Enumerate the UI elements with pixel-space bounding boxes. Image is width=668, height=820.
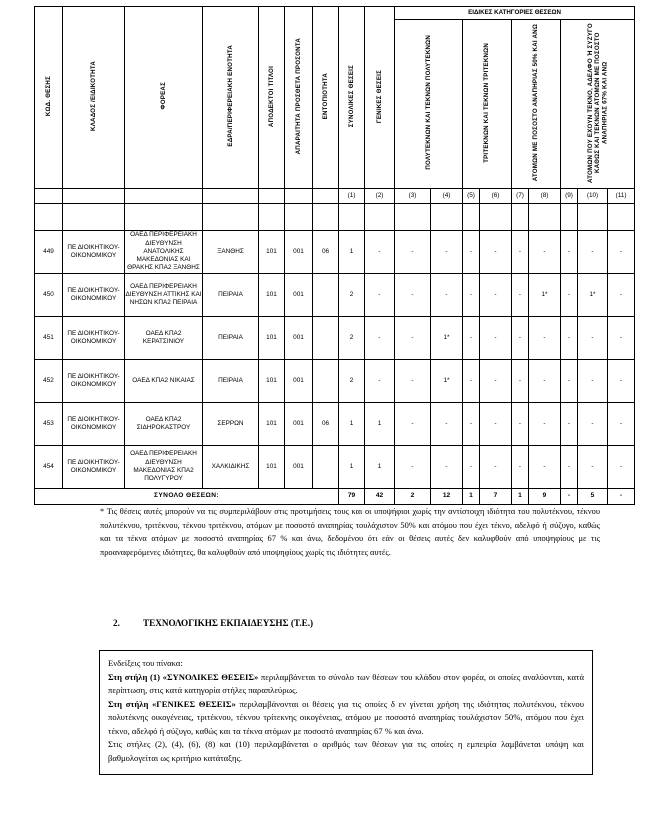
num-col-3: (3) — [395, 189, 431, 204]
cell-c3: - — [395, 446, 431, 489]
legend-p1-rest: περιλαμβάνεται το σύνολο των θέσεων του κλάδου στον φορέα, οι οποίες αναλύονται, κατά περίπτωση, στις κατά κατηγορία στήλες παραπλεύρως. — [108, 671, 584, 696]
cell-c5: - — [463, 274, 480, 317]
cell-titles: 101 — [259, 231, 285, 274]
cell-c2: 1 — [365, 403, 395, 446]
num-col-11: (11) — [608, 189, 635, 204]
cell-c1: 1 — [339, 446, 365, 489]
cell-c4: - — [431, 403, 463, 446]
cell-c11: - — [608, 274, 635, 317]
cell-c7: - — [512, 403, 529, 446]
num-blank-2 — [63, 189, 125, 204]
table-row — [35, 317, 635, 360]
positions-table — [34, 6, 635, 505]
cell-org: ΟΑΕΔ ΚΠΑ2 ΚΕΡΑΤΣΙΝΙΟΥ — [125, 317, 203, 360]
cell-code: 452 — [35, 360, 63, 403]
spacer-cell-11 — [431, 204, 463, 231]
cell-c3: - — [395, 274, 431, 317]
col-header-org: ΦΟΡΕΑΣ — [125, 7, 203, 189]
cell-c1: 1 — [339, 403, 365, 446]
cell-locality — [313, 274, 339, 317]
cell-branch: ΠΕ ΔΙΟΙΚΗΤΙΚΟΥ-ΟΙΚΟΝΟΜΙΚΟΥ — [63, 403, 125, 446]
cell-seat: ΠΕΙΡΑΙΑ — [203, 317, 259, 360]
cell-seat: ΣΕΡΡΩΝ — [203, 403, 259, 446]
cell-branch: ΠΕ ΔΙΟΙΚΗΤΙΚΟΥ-ΟΙΚΟΝΟΜΙΚΟΥ — [63, 317, 125, 360]
cell-c3: - — [395, 317, 431, 360]
cell-code: 450 — [35, 274, 63, 317]
cell-locality: 06 — [313, 403, 339, 446]
cell-extra: 001 — [285, 360, 313, 403]
col-header-seat: ΕΔΡΑ/ΠΕΡΙΦΕΡΕΙΑΚΗ ΕΝΟΤΗΤΑ — [203, 7, 259, 189]
col-header-extra-qualifications: ΑΠΑΡΑΙΤΗΤΑ ΠΡΟΣΘΕΤΑ ΠΡΟΣΟΝΤΑ — [285, 7, 313, 189]
legend-paragraph-3: Στις στήλες (2), (4), (6), (8) και (10) περιλαμβάνεται ο αριθμός των θέσεων για τις οποίες η εμπειρία λαμβάνεται υπόψη και βαθμολογείται ως κριτήριο κατάταξης. — [108, 739, 584, 764]
cell-c4: 1* — [431, 317, 463, 360]
totals-c9: - — [561, 489, 578, 505]
spacer-cell-3 — [125, 204, 203, 231]
cell-locality — [313, 446, 339, 489]
cell-extra: 001 — [285, 446, 313, 489]
table-spacer-row — [35, 204, 635, 231]
num-col-7: (7) — [512, 189, 529, 204]
cell-c8: - — [529, 317, 561, 360]
legend-title: Ενδείξεις του πίνακα: — [108, 658, 183, 668]
cell-c1: 1 — [339, 231, 365, 274]
table-row — [35, 446, 635, 489]
cell-c5: - — [463, 403, 480, 446]
cell-code: 449 — [35, 231, 63, 274]
cell-c10: - — [578, 446, 608, 489]
cell-extra: 001 — [285, 231, 313, 274]
col-header-polyteknon: ΠΟΛΥΤΕΚΝΩΝ ΚΑΙ ΤΕΚΝΩΝ ΠΟΛΥΤΕΚΝΩΝ — [395, 20, 463, 189]
spacer-cell-10 — [395, 204, 431, 231]
table-totals-row — [35, 489, 635, 505]
spacer-cell-9 — [365, 204, 395, 231]
totals-c6: 7 — [480, 489, 512, 505]
num-blank-1 — [35, 189, 63, 204]
num-blank-4 — [203, 189, 259, 204]
cell-c2: - — [365, 274, 395, 317]
spacer-cell-17 — [578, 204, 608, 231]
col-header-code: ΚΩΔ. ΘΕΣΗΣ — [35, 7, 63, 189]
col-header-titles: ΑΠΟΔΕΚΤΟΙ ΤΙΤΛΟΙ — [259, 7, 285, 189]
table-group-header-row — [35, 7, 635, 20]
cell-c9: - — [561, 231, 578, 274]
spacer-cell-12 — [463, 204, 480, 231]
totals-c8: 9 — [529, 489, 561, 505]
cell-titles: 101 — [259, 317, 285, 360]
cell-branch: ΠΕ ΔΙΟΙΚΗΤΙΚΟΥ-ΟΙΚΟΝΟΜΙΚΟΥ — [63, 446, 125, 489]
cell-c9: - — [561, 317, 578, 360]
cell-c6: - — [480, 446, 512, 489]
col-header-disability-50: ΑΤΟΜΩΝ ΜΕ ΠΟΣΟΣΤΟ ΑΝΑΠΗΡΙΑΣ 50% ΚΑΙ ΑΝΩ — [512, 20, 561, 189]
cell-locality — [313, 360, 339, 403]
num-col-4: (4) — [431, 189, 463, 204]
spacer-cell-7 — [313, 204, 339, 231]
cell-code: 453 — [35, 403, 63, 446]
cell-c6: - — [480, 360, 512, 403]
legend-p1-lead: Στη στήλη (1) «ΣΥΝΟΛΙΚΕΣ ΘΕΣΕΙΣ» — [108, 671, 259, 682]
spacer-cell-8 — [339, 204, 365, 231]
cell-org: ΟΑΕΔ ΠΕΡΙΦΕΡΕΙΑΚΗ ΔΙΕΥΘΥΝΣΗ ΜΑΚΕΔΟΝΙΑΣ ΚΠΑ2 ΠΟΛΥΓΥΡΟΥ — [125, 446, 203, 489]
legend-paragraph-1 — [108, 671, 584, 698]
cell-c6: - — [480, 317, 512, 360]
totals-c5: 1 — [463, 489, 480, 505]
section-number: 2. — [113, 618, 120, 628]
num-blank-3 — [125, 189, 203, 204]
footnote-text: * Τις θέσεις αυτές μπορούν να τις συμπεριλάβουν στις προτιμήσεις τους και οι υποψήφιοι χωρίς την αντίστοιχη ιδιότητα του πολυτέκνου, τέκνου πολυτέκνου, τριτέκνου, τέκνου τριτέκνου, ατόμων με ποσοστό αναπηρίας τουλάχιστον 50% και ατόμου που έχει τέκνο, αδελφό ή σύζυγο, καθώς και τα τέκνα ατόμων με ποσοστό αναπηρίας 67 % και άνω, δεδομένου ότι εάν οι θέσεις αυτές δεν καλυφθούν από υποψηφίους με τις προαναφερόμενες ιδιότητες, θα καλυφθούν από υποψηφίους χωρίς τις ιδιότητες αυτές. — [100, 507, 600, 557]
cell-seat: ΧΑΛΚΙΔΙΚΗΣ — [203, 446, 259, 489]
cell-code: 451 — [35, 317, 63, 360]
cell-titles: 101 — [259, 360, 285, 403]
num-col-5: (5) — [463, 189, 480, 204]
cell-extra: 001 — [285, 403, 313, 446]
num-blank-5 — [259, 189, 285, 204]
cell-c10: 1* — [578, 274, 608, 317]
cell-org: ΟΑΕΔ ΠΕΡΙΦΕΡΕΙΑΚΗ ΔΙΕΥΘΥΝΣΗ ΑΤΤΙΚΗΣ ΚΑΙ ΝΗΣΩΝ ΚΠΑ2 ΠΕΙΡΑΙΑ — [125, 274, 203, 317]
cell-c7: - — [512, 231, 529, 274]
num-col-6: (6) — [480, 189, 512, 204]
cell-c7: - — [512, 317, 529, 360]
cell-branch: ΠΕ ΔΙΟΙΚΗΤΙΚΟΥ-ΟΙΚΟΝΟΜΙΚΟΥ — [63, 360, 125, 403]
cell-c4: 1* — [431, 360, 463, 403]
cell-c4: - — [431, 231, 463, 274]
num-col-1: (1) — [339, 189, 365, 204]
cell-c8: - — [529, 403, 561, 446]
section-heading — [113, 618, 313, 628]
cell-extra: 001 — [285, 274, 313, 317]
spacer-cell-1 — [35, 204, 63, 231]
cell-c2: 1 — [365, 446, 395, 489]
legend-p2-rest: περιλαμβάνονται οι θέσεις για τις οποίες δ εν γίνεται χρήση της ιδιότητας πολυτέκνου, τέκνου πολυτέκνης οικογένειας, τριτέκνου, τέκνου τρίτεκνης οικογένειας, ατόμου με ποσοστό αναπηρίας τουλάχιστον 50%, ατόμου που έχει τέκνο, αδελφό ή σύζυγο, καθώς και τα τέκνα ατόμων με ποσοστό αναπηρίας 67 % και άνω. — [108, 698, 584, 736]
cell-c2: - — [365, 231, 395, 274]
cell-org: ΟΑΕΔ ΚΠΑ2 ΝΙΚΑΙΑΣ — [125, 360, 203, 403]
num-blank-6 — [285, 189, 313, 204]
spacer-cell-16 — [561, 204, 578, 231]
spacer-cell-5 — [259, 204, 285, 231]
cell-c9: - — [561, 274, 578, 317]
table-row — [35, 360, 635, 403]
cell-c2: - — [365, 317, 395, 360]
cell-c9: - — [561, 403, 578, 446]
cell-c5: - — [463, 360, 480, 403]
table-row — [35, 403, 635, 446]
cell-seat: ΠΕΙΡΑΙΑ — [203, 274, 259, 317]
totals-c11: - — [608, 489, 635, 505]
cell-c2: - — [365, 360, 395, 403]
cell-c1: 2 — [339, 274, 365, 317]
col-header-total-positions: ΣΥΝΟΛΙΚΕΣ ΘΕΣΕΙΣ — [339, 7, 365, 189]
cell-seat: ΠΕΙΡΑΙΑ — [203, 360, 259, 403]
cell-c10: - — [578, 360, 608, 403]
cell-c11: - — [608, 360, 635, 403]
cell-c3: - — [395, 231, 431, 274]
totals-c2: 42 — [365, 489, 395, 505]
cell-c1: 2 — [339, 360, 365, 403]
cell-c8: - — [529, 446, 561, 489]
cell-c3: - — [395, 360, 431, 403]
cell-c8: 1* — [529, 274, 561, 317]
num-col-2: (2) — [365, 189, 395, 204]
totals-c4: 12 — [431, 489, 463, 505]
section-title: ΤΕΧΝΟΛΟΓΙΚΗΣ ΕΚΠΑΙΔΕΥΣΗΣ (Τ.Ε.) — [143, 618, 314, 628]
cell-c3: - — [395, 403, 431, 446]
cell-c10: - — [578, 403, 608, 446]
cell-c8: - — [529, 231, 561, 274]
totals-c7: 1 — [512, 489, 529, 505]
cell-extra: 001 — [285, 317, 313, 360]
cell-c8: - — [529, 360, 561, 403]
cell-org: ΟΑΕΔ ΠΕΡΙΦΕΡΕΙΑΚΗ ΔΙΕΥΘΥΝΣΗ ΑΝΑΤΟΛΙΚΗΣ ΜΑΚΕΔΟΝΙΑΣ ΚΑΙ ΘΡΑΚΗΣ ΚΠΑ2 ΞΑΝΘΗΣ — [125, 231, 203, 274]
cell-c11: - — [608, 231, 635, 274]
col-header-locality: ΕΝΤΟΠΙΟΤΗΤΑ — [313, 7, 339, 189]
table-row — [35, 274, 635, 317]
cell-locality — [313, 317, 339, 360]
num-blank-7 — [313, 189, 339, 204]
cell-branch: ΠΕ ΔΙΟΙΚΗΤΙΚΟΥ-ΟΙΚΟΝΟΜΙΚΟΥ — [63, 274, 125, 317]
spacer-cell-6 — [285, 204, 313, 231]
table-row — [35, 231, 635, 274]
cell-c5: - — [463, 317, 480, 360]
cell-seat: ΞΑΝΘΗΣ — [203, 231, 259, 274]
cell-c11: - — [608, 403, 635, 446]
col-header-general-positions: ΓΕΝΙΚΕΣ ΘΕΣΕΙΣ — [365, 7, 395, 189]
num-col-9: (9) — [561, 189, 578, 204]
spacer-cell-13 — [480, 204, 512, 231]
num-col-10: (10) — [578, 189, 608, 204]
table-number-row — [35, 189, 635, 204]
cell-c5: - — [463, 446, 480, 489]
col-header-triteknon: ΤΡΙΤΕΚΝΩΝ ΚΑΙ ΤΕΚΝΩΝ ΤΡΙΤΕΚΝΩΝ — [463, 20, 512, 189]
cell-branch: ΠΕ ΔΙΟΙΚΗΤΙΚΟΥ-ΟΙΚΟΝΟΜΙΚΟΥ — [63, 231, 125, 274]
legend-paragraph-2 — [108, 698, 584, 739]
totals-c3: 2 — [395, 489, 431, 505]
cell-titles: 101 — [259, 403, 285, 446]
totals-c1: 79 — [339, 489, 365, 505]
cell-c9: - — [561, 360, 578, 403]
cell-code: 454 — [35, 446, 63, 489]
cell-c4: - — [431, 446, 463, 489]
totals-c10: 5 — [578, 489, 608, 505]
spacer-cell-4 — [203, 204, 259, 231]
cell-locality: 06 — [313, 231, 339, 274]
cell-c6: - — [480, 274, 512, 317]
positions-table-container — [34, 6, 634, 505]
col-header-special-categories: ΕΙΔΙΚΕΣ ΚΑΤΗΓΟΡΙΕΣ ΘΕΣΕΩΝ — [395, 7, 635, 20]
cell-titles: 101 — [259, 274, 285, 317]
cell-c7: - — [512, 446, 529, 489]
spacer-cell-14 — [512, 204, 529, 231]
cell-titles: 101 — [259, 446, 285, 489]
cell-org: ΟΑΕΔ ΚΠΑ2 ΣΙΔΗΡΟΚΑΣΤΡΟΥ — [125, 403, 203, 446]
cell-c10: - — [578, 231, 608, 274]
cell-c5: - — [463, 231, 480, 274]
cell-c7: - — [512, 274, 529, 317]
spacer-cell-2 — [63, 204, 125, 231]
cell-c6: - — [480, 231, 512, 274]
totals-label: ΣΥΝΟΛΟ ΘΕΣΕΩΝ: — [35, 489, 339, 505]
legend-p2-lead: Στη στήλη «ΓΕΝΙΚΕΣ ΘΕΣΕΙΣ» — [108, 698, 236, 709]
legend-box — [99, 650, 593, 775]
cell-c11: - — [608, 446, 635, 489]
spacer-cell-15 — [529, 204, 561, 231]
num-col-8: (8) — [529, 189, 561, 204]
col-header-disability-67-relative: ΑΤΟΜΩΝ ΠΟΥ ΕΧΟΥΝ ΤΕΚΝΟ, ΑΔΕΛΦΟ Ή ΣΥΖΥΓΟ ΚΑΘΩΣ ΚΑΙ ΤΕΚΝΩΝ ΑΤΟΜΩΝ ΜΕ ΠΟΣΟΣΤΟ ΑΝΑΠΗΡΙΑΣ 67% ΚΑΙ ΑΝΩ — [561, 20, 635, 189]
col-header-branch: ΚΛΑΔΟΣ /ΕΙΔΙΚΟΤΗΤΑ — [63, 7, 125, 189]
cell-c6: - — [480, 403, 512, 446]
cell-c7: - — [512, 360, 529, 403]
cell-c11: - — [608, 317, 635, 360]
cell-c10: - — [578, 317, 608, 360]
cell-c1: 2 — [339, 317, 365, 360]
cell-c4: - — [431, 274, 463, 317]
cell-c9: - — [561, 446, 578, 489]
spacer-cell-18 — [608, 204, 635, 231]
